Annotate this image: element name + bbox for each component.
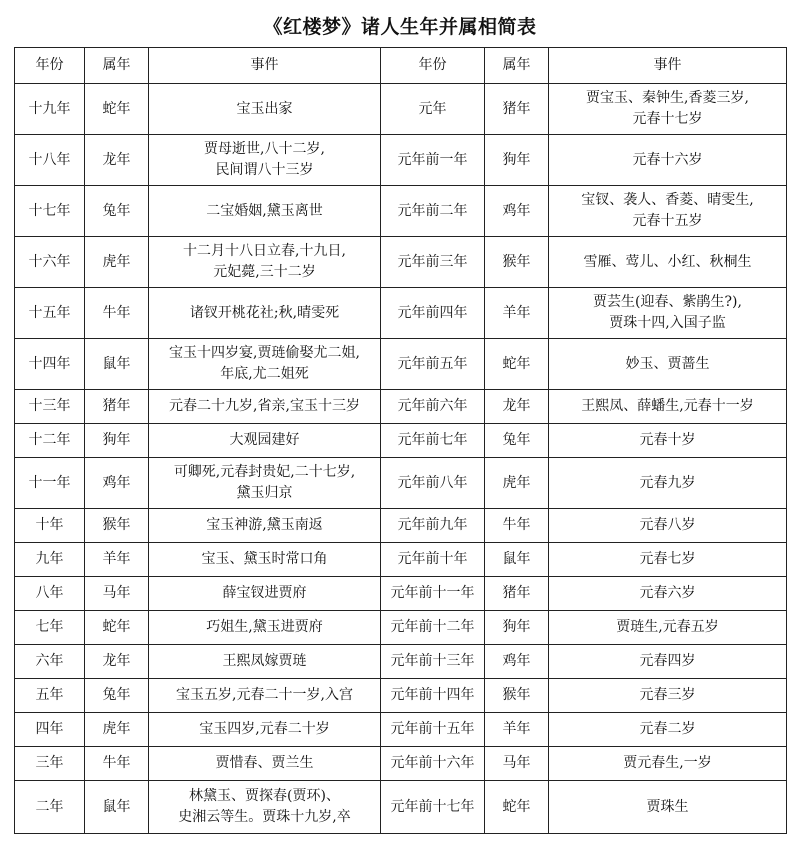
zodiac-cell: 狗年 [485, 135, 549, 186]
zodiac-cell: 猪年 [485, 577, 549, 611]
event-cell: 可卿死,元春封贵妃,二十七岁, 黛玉归京 [149, 458, 381, 509]
year-cell: 十七年 [15, 186, 85, 237]
zodiac-cell: 兔年 [85, 186, 149, 237]
year-cell: 元年前十一年 [381, 577, 485, 611]
header-year-2: 年份 [381, 48, 485, 84]
year-cell: 十六年 [15, 237, 85, 288]
year-cell: 九年 [15, 543, 85, 577]
year-cell: 六年 [15, 645, 85, 679]
zodiac-cell: 猪年 [485, 84, 549, 135]
zodiac-cell: 猴年 [85, 509, 149, 543]
table-row [15, 288, 787, 339]
event-cell: 元春四岁 [549, 645, 787, 679]
header-event: 事件 [149, 48, 381, 84]
table-row [15, 458, 787, 509]
zodiac-cell: 羊年 [485, 288, 549, 339]
header-zodiac-2: 属年 [485, 48, 549, 84]
zodiac-cell: 蛇年 [85, 84, 149, 135]
year-cell: 三年 [15, 747, 85, 781]
event-cell: 宝玉、黛玉时常口角 [149, 543, 381, 577]
zodiac-cell: 鸡年 [85, 458, 149, 509]
year-cell: 四年 [15, 713, 85, 747]
zodiac-cell: 鼠年 [85, 781, 149, 834]
zodiac-cell: 羊年 [85, 543, 149, 577]
event-cell: 宝玉出家 [149, 84, 381, 135]
zodiac-cell: 鸡年 [485, 186, 549, 237]
event-cell: 薛宝钗进贾府 [149, 577, 381, 611]
year-cell: 十一年 [15, 458, 85, 509]
year-cell: 八年 [15, 577, 85, 611]
year-cell: 元年前五年 [381, 339, 485, 390]
event-cell: 王熙凤嫁贾琏 [149, 645, 381, 679]
zodiac-cell: 虎年 [485, 458, 549, 509]
year-cell: 七年 [15, 611, 85, 645]
event-cell: 十二月十八日立春,十九日, 元妃薨,三十二岁 [149, 237, 381, 288]
event-cell: 贾惜春、贾兰生 [149, 747, 381, 781]
year-cell: 元年前四年 [381, 288, 485, 339]
zodiac-cell: 牛年 [85, 747, 149, 781]
event-cell: 元春二十九岁,省亲,宝玉十三岁 [149, 390, 381, 424]
event-cell: 元春六岁 [549, 577, 787, 611]
event-cell: 二宝婚姻,黛玉离世 [149, 186, 381, 237]
year-cell: 十八年 [15, 135, 85, 186]
event-cell: 巧姐生,黛玉进贾府 [149, 611, 381, 645]
table-row [15, 186, 787, 237]
table-row [15, 135, 787, 186]
event-cell: 元春十六岁 [549, 135, 787, 186]
event-cell: 贾芸生(迎春、紫鹃生?), 贾珠十四,入国子监 [549, 288, 787, 339]
event-cell: 贾宝玉、秦钟生,香菱三岁, 元春十七岁 [549, 84, 787, 135]
zodiac-cell: 牛年 [485, 509, 549, 543]
table-row [15, 645, 787, 679]
event-cell: 王熙凤、薛蟠生,元春十一岁 [549, 390, 787, 424]
header-event-2: 事件 [549, 48, 787, 84]
table-row [15, 390, 787, 424]
zodiac-cell: 龙年 [85, 135, 149, 186]
zodiac-cell: 蛇年 [485, 339, 549, 390]
year-cell: 十五年 [15, 288, 85, 339]
event-cell: 贾元春生,一岁 [549, 747, 787, 781]
year-cell: 元年前十年 [381, 543, 485, 577]
zodiac-cell: 虎年 [85, 713, 149, 747]
event-cell: 宝钗、袭人、香菱、晴雯生, 元春十五岁 [549, 186, 787, 237]
year-cell: 十四年 [15, 339, 85, 390]
zodiac-year-table [14, 47, 787, 834]
zodiac-cell: 龙年 [85, 645, 149, 679]
year-cell: 五年 [15, 679, 85, 713]
year-cell: 元年前七年 [381, 424, 485, 458]
event-cell: 元春九岁 [549, 458, 787, 509]
zodiac-cell: 狗年 [85, 424, 149, 458]
zodiac-cell: 狗年 [485, 611, 549, 645]
table-row [15, 781, 787, 834]
event-cell: 贾母逝世,八十二岁, 民间谓八十三岁 [149, 135, 381, 186]
year-cell: 元年前十三年 [381, 645, 485, 679]
year-cell: 元年前九年 [381, 509, 485, 543]
header-year: 年份 [15, 48, 85, 84]
event-cell: 元春七岁 [549, 543, 787, 577]
year-cell: 元年前十七年 [381, 781, 485, 834]
zodiac-cell: 马年 [85, 577, 149, 611]
table-row [15, 424, 787, 458]
table-row [15, 713, 787, 747]
table-row [15, 577, 787, 611]
table-row [15, 237, 787, 288]
event-cell: 贾琏生,元春五岁 [549, 611, 787, 645]
header-row [15, 48, 787, 84]
year-cell: 十九年 [15, 84, 85, 135]
event-cell: 诸钗开桃花社;秋,晴雯死 [149, 288, 381, 339]
zodiac-cell: 兔年 [485, 424, 549, 458]
table-row [15, 747, 787, 781]
zodiac-cell: 猴年 [485, 679, 549, 713]
zodiac-cell: 鼠年 [85, 339, 149, 390]
event-cell: 林黛玉、贾探春(贾环)、 史湘云等生。贾珠十九岁,卒 [149, 781, 381, 834]
zodiac-cell: 猪年 [85, 390, 149, 424]
table-row [15, 611, 787, 645]
event-cell: 雪雁、莺儿、小红、秋桐生 [549, 237, 787, 288]
year-cell: 元年前十四年 [381, 679, 485, 713]
year-cell: 元年前六年 [381, 390, 485, 424]
year-cell: 元年前八年 [381, 458, 485, 509]
zodiac-cell: 兔年 [85, 679, 149, 713]
year-cell: 十二年 [15, 424, 85, 458]
event-cell: 元春二岁 [549, 713, 787, 747]
zodiac-cell: 马年 [485, 747, 549, 781]
year-cell: 元年前十六年 [381, 747, 485, 781]
year-cell: 元年前二年 [381, 186, 485, 237]
zodiac-cell: 鸡年 [485, 645, 549, 679]
table-row [15, 543, 787, 577]
table-row [15, 339, 787, 390]
table-title: 《红楼梦》诸人生年并属相简表 [263, 16, 537, 38]
event-cell: 元春十岁 [549, 424, 787, 458]
event-cell: 宝玉五岁,元春二十一岁,入宫 [149, 679, 381, 713]
zodiac-cell: 羊年 [485, 713, 549, 747]
event-cell: 妙玉、贾蔷生 [549, 339, 787, 390]
year-cell: 元年 [381, 84, 485, 135]
table-row [15, 679, 787, 713]
event-cell: 大观园建好 [149, 424, 381, 458]
zodiac-cell: 鼠年 [485, 543, 549, 577]
event-cell: 宝玉十四岁宴,贾琏偷娶尤二姐, 年底,尤二姐死 [149, 339, 381, 390]
zodiac-cell: 猴年 [485, 237, 549, 288]
table-row [15, 84, 787, 135]
table-row [15, 509, 787, 543]
event-cell: 宝玉神游,黛玉南返 [149, 509, 381, 543]
event-cell: 宝玉四岁,元春二十岁 [149, 713, 381, 747]
zodiac-cell: 蛇年 [485, 781, 549, 834]
year-cell: 二年 [15, 781, 85, 834]
year-cell: 十年 [15, 509, 85, 543]
year-cell: 元年前十二年 [381, 611, 485, 645]
event-cell: 元春八岁 [549, 509, 787, 543]
header-zodiac: 属年 [85, 48, 149, 84]
zodiac-cell: 龙年 [485, 390, 549, 424]
zodiac-cell: 牛年 [85, 288, 149, 339]
year-cell: 元年前一年 [381, 135, 485, 186]
event-cell: 贾珠生 [549, 781, 787, 834]
year-cell: 元年前十五年 [381, 713, 485, 747]
zodiac-cell: 蛇年 [85, 611, 149, 645]
event-cell: 元春三岁 [549, 679, 787, 713]
year-cell: 元年前三年 [381, 237, 485, 288]
zodiac-cell: 虎年 [85, 237, 149, 288]
year-cell: 十三年 [15, 390, 85, 424]
